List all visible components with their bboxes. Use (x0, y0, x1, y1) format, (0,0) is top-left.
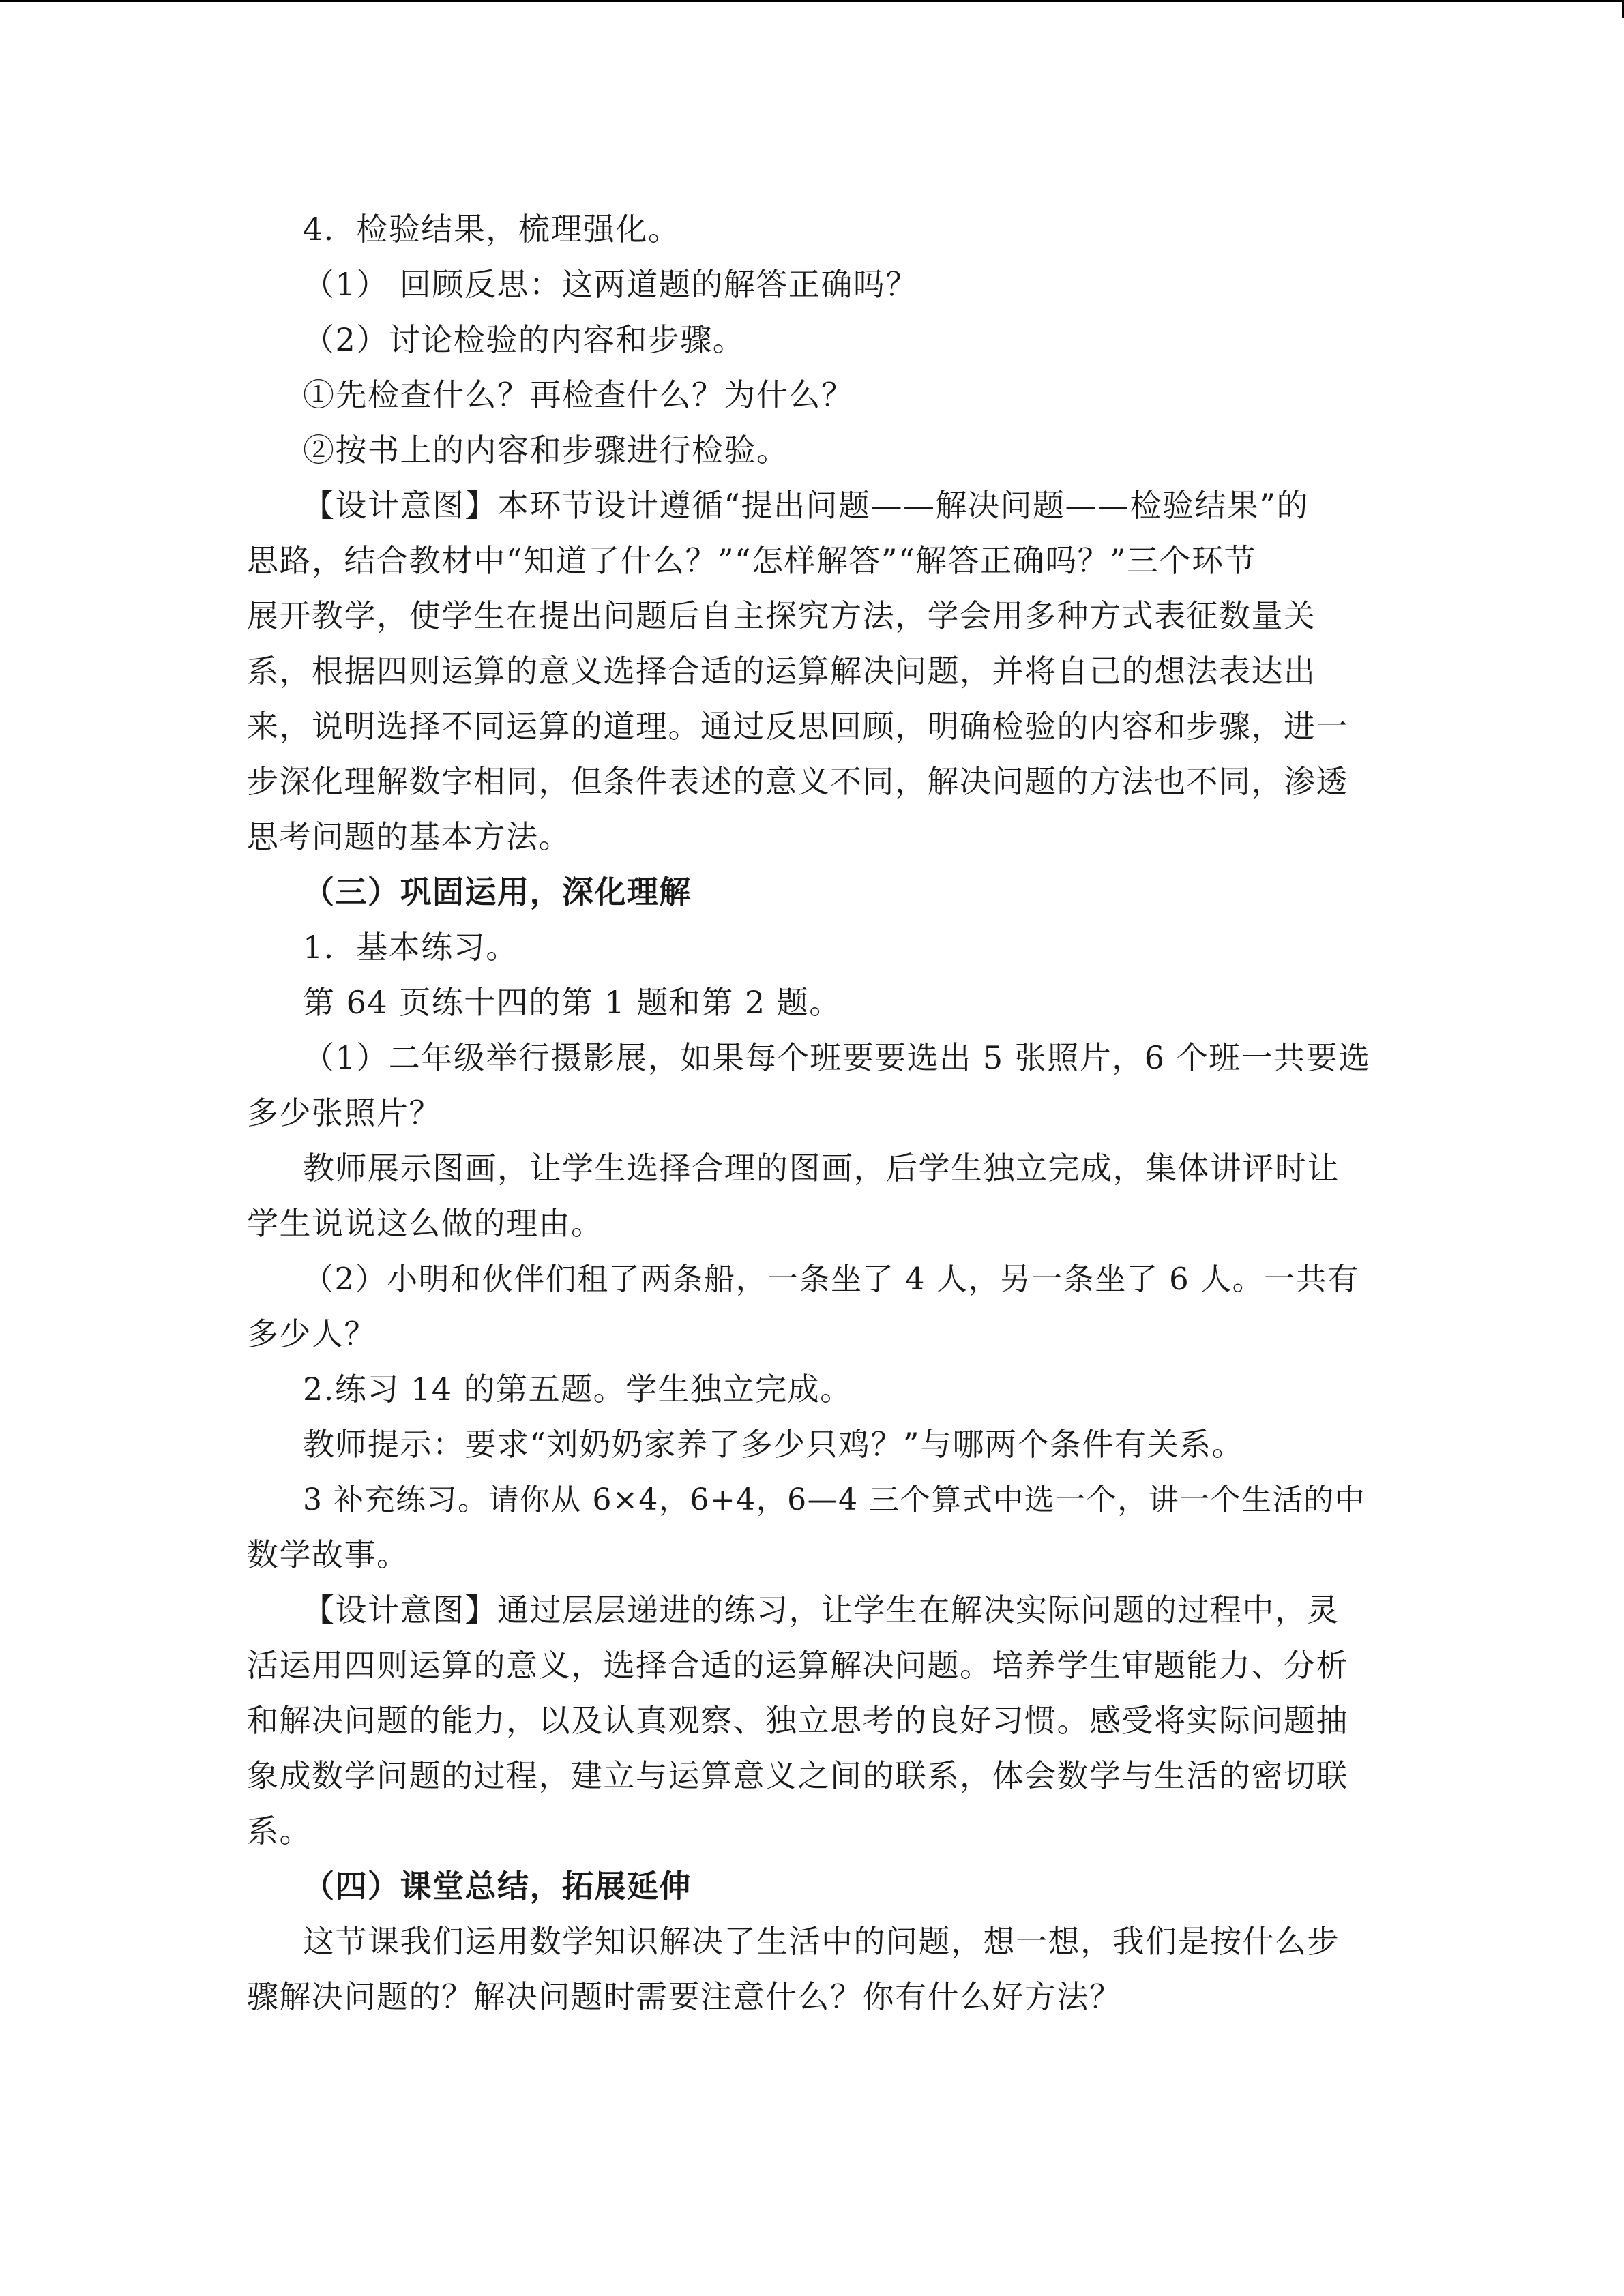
paragraph-line: 第 64 页练十四的第 1 题和第 2 题。 (303, 984, 842, 1021)
paragraph-line: 数学故事。 (247, 1536, 409, 1573)
paragraph-line: 活运用四则运算的意义，选择合适的运算解决问题。培养学生审题能力、分析 (247, 1647, 1348, 1684)
paragraph-line: 步深化理解数字相同，但条件表述的意义不同，解决问题的方法也不同，渗透 (247, 763, 1348, 800)
list-item: ①先检查什么？再检查什么？为什么？ (303, 376, 854, 413)
paragraph-line: 思考问题的基本方法。 (247, 818, 571, 855)
paragraph-line: （1）二年级举行摄影展，如果每个班要要选出 5 张照片，6 个班一共要选 (303, 1039, 1371, 1076)
paragraph-line: （2）小明和伙伴们租了两条船，一条坐了 4 人，另一条坐了 6 人。一共有 (303, 1261, 1359, 1297)
paragraph-line: 系。 (247, 1813, 312, 1849)
page-border-top (0, 0, 1624, 2)
paragraph-line: 学生说说这么做的理由。 (247, 1205, 604, 1242)
paragraph-line: 骤解决问题的？解决问题时需要注意什么？你有什么好方法？ (247, 1978, 1122, 2015)
paragraph-line: 多少张照片？ (247, 1094, 441, 1131)
paragraph-line: 系，根据四则运算的意义选择合适的运算解决问题，并将自己的想法表达出 (247, 653, 1316, 689)
paragraph-line: 【设计意图】通过层层递进的练习，让学生在解决实际问题的过程中，灵 (303, 1592, 1340, 1628)
list-item: ②按书上的内容和步骤进行检验。 (303, 432, 789, 468)
section-heading: （四）课堂总结，拓展延伸 (303, 1868, 692, 1905)
section-heading: （三）巩固运用，深化理解 (303, 874, 692, 910)
list-item: （1） 回顾反思：这两道题的解答正确吗？ (303, 266, 918, 303)
paragraph-line: 【设计意图】本环节设计遵循“提出问题——解决问题——检验结果”的 (303, 487, 1310, 524)
paragraph-line: 3 补充练习。请你从 6×4，6+4，6—4 三个算式中选一个，讲一个生活的中 (303, 1482, 1366, 1517)
paragraph-line: 象成数学问题的过程，建立与运算意义之间的联系，体会数学与生活的密切联 (247, 1757, 1348, 1794)
list-item: （2）讨论检验的内容和步骤。 (303, 321, 745, 358)
step-heading: 4．检验结果，梳理强化。 (303, 211, 681, 248)
document-body (247, 202, 1379, 2025)
paragraph-line: 来，说明选择不同运算的道理。通过反思回顾，明确检验的内容和步骤，进一 (247, 708, 1348, 745)
paragraph-line: 教师展示图画，让学生选择合理的图画，后学生独立完成，集体讲评时让 (303, 1150, 1340, 1187)
paragraph-line: 思路，结合教材中“知道了什么？”“怎样解答”“解答正确吗？”三个环节 (247, 542, 1257, 579)
paragraph-line: 展开教学，使学生在提出问题后自主探究方法，学会用多种方式表征数量关 (247, 597, 1316, 634)
paragraph-line: 2.练习 14 的第五题。学生独立完成。 (303, 1371, 853, 1407)
paragraph-line: 教师提示：要求“刘奶奶家养了多少只鸡？”与哪两个条件有关系。 (303, 1426, 1245, 1463)
paragraph-line: 这节课我们运用数学知识解决了生活中的问题，想一想，我们是按什么步 (303, 1923, 1340, 1960)
paragraph-line: 多少人？ (247, 1315, 377, 1352)
step-heading: 1．基本练习。 (303, 929, 518, 966)
paragraph-line: 和解决问题的能力，以及认真观察、独立思考的良好习惯。感受将实际问题抽 (247, 1702, 1348, 1739)
